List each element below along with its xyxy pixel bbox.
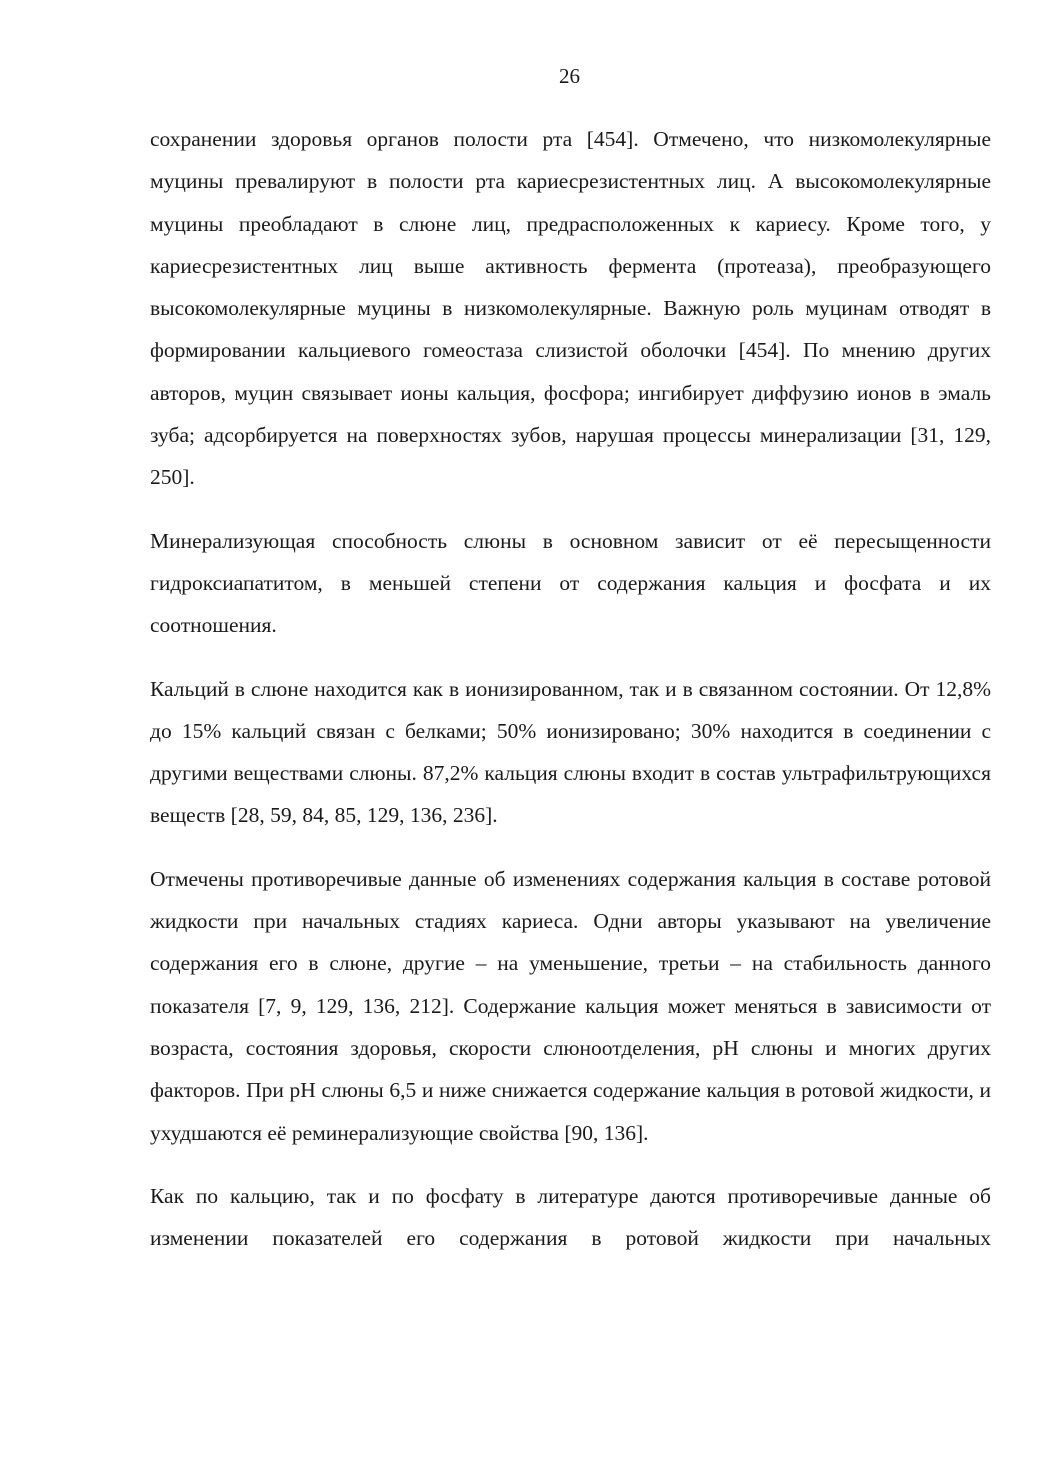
paragraph-mineralizing-capacity: Минерализующая способность слюны в основном зависит от её пересыщенности гидроксиапатитом, в меньшей степени от содержания кальция и фосфата и их соотношения. bbox=[150, 528, 991, 638]
page-body bbox=[150, 118, 991, 1259]
paragraph-mucins: сохранении здоровья органов полости рта [454]. Отмечено, что низкомолекулярные муцины превалируют в полости рта кариесрезистентных лиц. А высокомолекулярные муцины преобладают в слюне лиц, предрасположенных к кариесу. Кроме того, у кариесрезистентных лиц выше активность фермента (протеаза), преобразующего высокомолекулярные муцины в низкомолекулярные. Важную роль муцинам отводят в формировании кальциевого гомеостаза слизистой оболочки [454]. По мнению других авторов, муцин связывает ионы кальция, фосфора; ингибирует диффузию ионов в эмаль зуба; адсорбируется на поверхностях зубов, нарушая процессы минерализации [31, 129, 250]. bbox=[150, 127, 991, 490]
paragraph-calcium-states: Кальций в слюне находится как в ионизированном, так и в связанном состоянии. От 12,8% до 15% кальций связан с белками; 50% ионизировано; 30% находится в соединении с другими веществами слюны. 87,2% кальция слюны входит в состав ультрафильтрующихся веществ [28, 59, 84, 85, 129, 136, 236]. bbox=[150, 676, 991, 828]
paragraph-phosphate: Как по кальцию, так и по фосфату в литературе даются противоречивые данные об изменении показателей его содержания в ротовой жидкости при начальных bbox=[150, 1183, 991, 1251]
paragraph-calcium-contradictions: Отмечены противоречивые данные об изменениях содержания кальция в составе ротовой жидкости при начальных стадиях кариеса. Одни авторы указывают на увеличение содержания его в слюне, другие – на уменьшение, третьи – на стабильность данного показателя [7, 9, 129, 136, 212]. Содержание кальция может меняться в зависимости от возраста, состояния здоровья, скорости слюноотделения, pH слюны и многих других факторов. При pH слюны 6,5 и ниже снижается содержание кальция в ротовой жидкости, и ухудшаются её реминерализующие свойства [90, 136]. bbox=[150, 866, 991, 1145]
page-number: 26 bbox=[559, 64, 580, 88]
